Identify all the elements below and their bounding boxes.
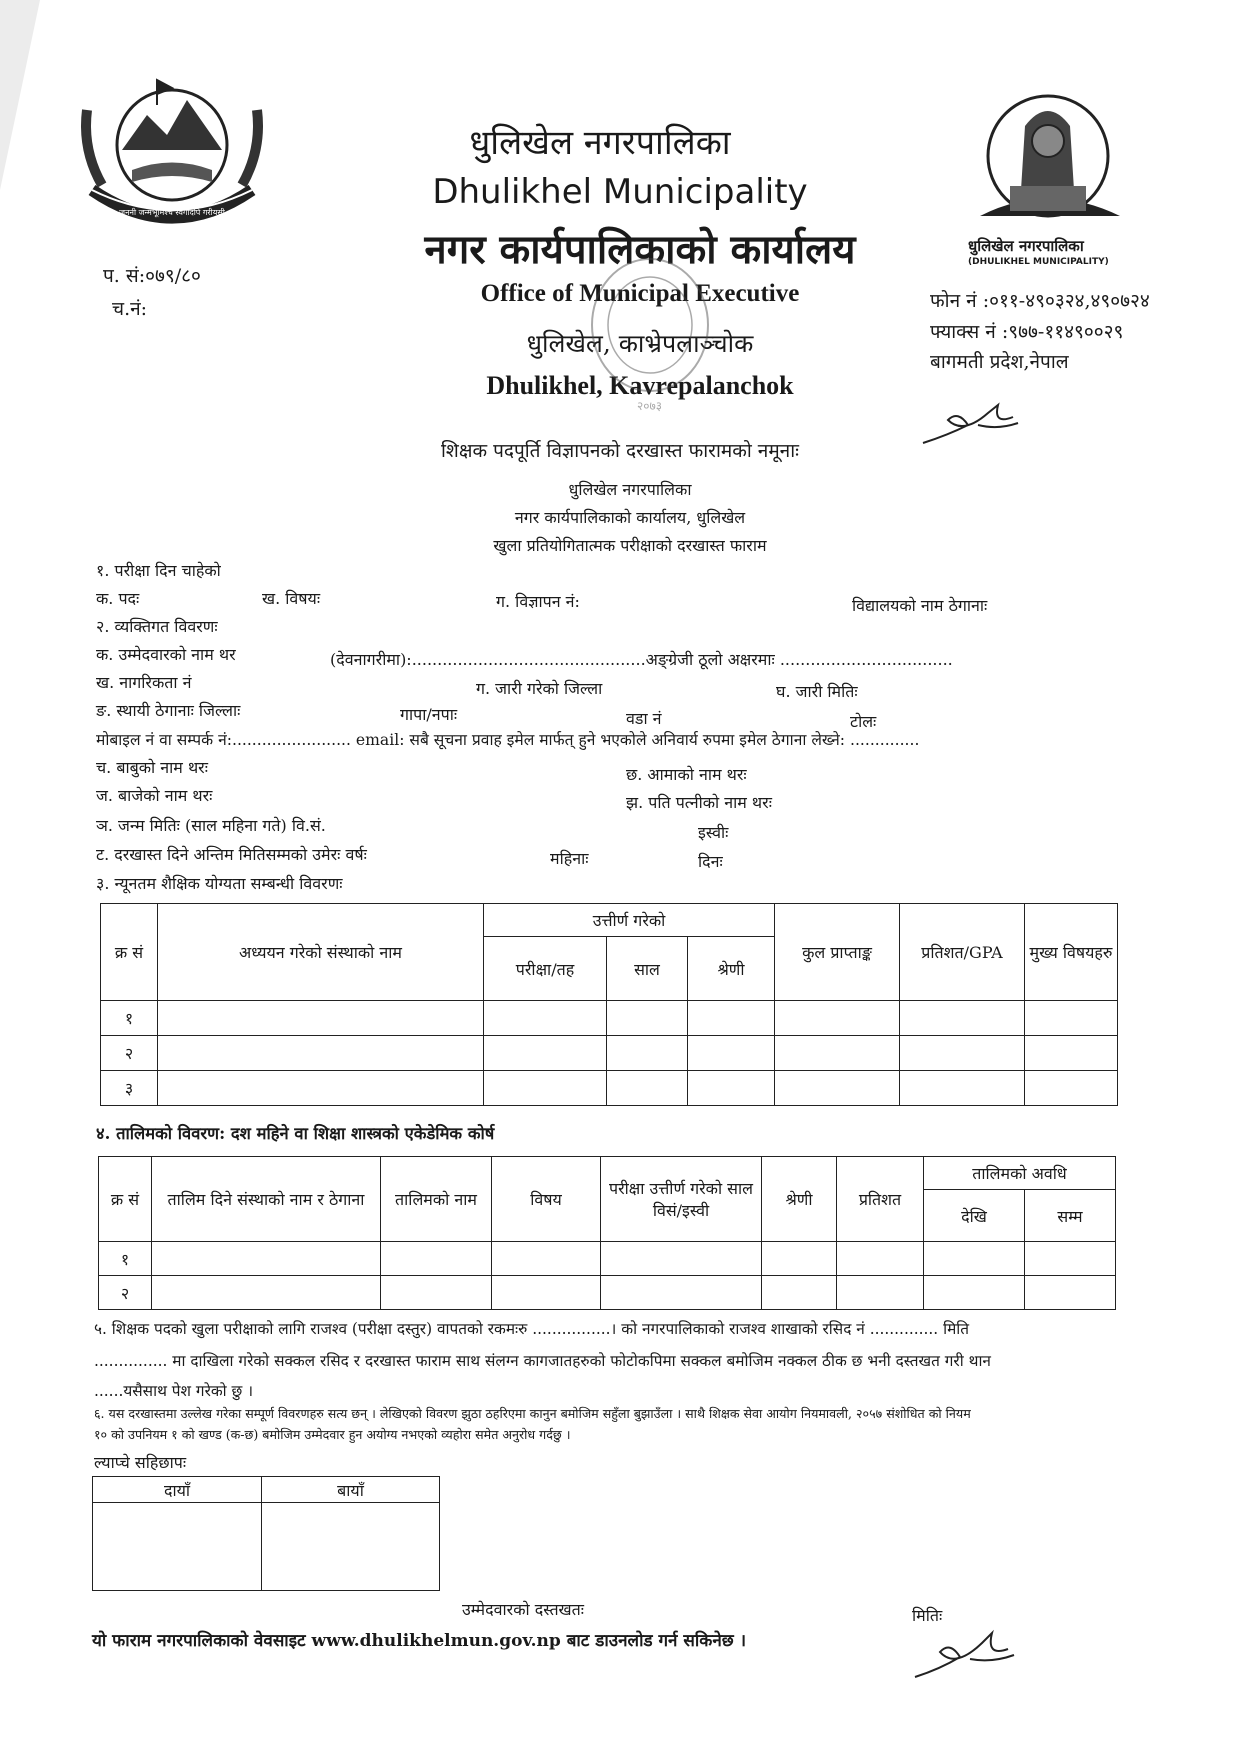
- school-label: विद्यालयको नाम ठेगानाः: [852, 596, 988, 615]
- dob-ad-label: इस्वीः: [698, 823, 729, 842]
- train-col-div: श्रेणी: [762, 1157, 837, 1242]
- stamp-year: २०७३: [637, 399, 662, 413]
- dispatch-number: च.नं:: [112, 298, 148, 320]
- signature-bottom: [910, 1625, 1020, 1685]
- ref-number: प. सं:०७९/८०: [103, 265, 201, 287]
- father-label: च. बाबुको नाम थरः: [96, 758, 208, 777]
- dob-label: ञ. जन्म मितिः (साल महिना गते) वि.सं.: [96, 816, 326, 835]
- train-row-sn: २: [99, 1276, 152, 1310]
- spouse-label: झ. पति पत्नीको नाम थरः: [626, 793, 772, 812]
- months-label: महिनाः: [550, 849, 589, 868]
- municipality-label: गापा/नपाः: [400, 705, 458, 724]
- name-devanagari-line: (देवनागरीमा):..............................................अङ्ग्रेजी ठूलो अक्षरमाः ..................................: [330, 650, 953, 669]
- edu-col-total: कुल प्राप्ताङ्क: [775, 904, 900, 1001]
- thumbprint-label: ल्याप्चे सहिछापः: [94, 1453, 187, 1472]
- post-field-label: क. पदः: [96, 589, 140, 608]
- train-col-to: सम्म: [1025, 1190, 1116, 1242]
- tole-label: टोलः: [850, 712, 877, 731]
- table-row: [101, 1036, 1118, 1071]
- age-label: ट. दरखास्त दिने अन्तिम मितिसम्मको उमेरः वर्षः: [96, 845, 367, 864]
- advert-no-label: ग. विज्ञापन नं:: [496, 592, 580, 611]
- section-2-label: २. व्यक्तिगत विवरणः: [96, 617, 218, 636]
- edu-col-year: साल: [607, 937, 688, 1001]
- edu-col-div: श्रेणी: [688, 937, 775, 1001]
- signature-top: [918, 395, 1028, 450]
- grandfather-label: ज. बाजेको नाम थरः: [96, 786, 213, 805]
- train-col-subject: विषय: [492, 1157, 601, 1242]
- date-label: मितिः: [912, 1606, 943, 1625]
- office-title-en: Office of Municipal Executive: [480, 280, 800, 307]
- edu-row-sn: ३: [101, 1071, 158, 1106]
- para-5-line-3: ......यसैसाथ पेश गरेको छु ।: [94, 1382, 254, 1400]
- ward-label: वडा नं: [626, 709, 662, 728]
- edu-col-level: परीक्षा/तह: [484, 937, 607, 1001]
- perm-address-label: ङ. स्थायी ठेगानाः जिल्लाः: [96, 701, 241, 720]
- table-row: [101, 1071, 1118, 1106]
- form-heading-2: धुलिखेल नगरपालिका: [568, 480, 692, 499]
- para-6-line-2: १० को उपनियम १ को खण्ड (क-छ) बमोजिम उम्मेदवार हुन अयोग्य नभएको व्यहोरा समेत अनुरोध गर्दछु ।: [94, 1427, 571, 1442]
- edu-col-pct: प्रतिशत/GPA: [900, 904, 1025, 1001]
- office-stamp: [585, 255, 715, 413]
- para-6-line-1: ६. यस दरखास्तमा उल्लेख गरेका सम्पूर्ण विवरणहरु सत्य छन् । लेखिएको विवरण झुठा ठहरिएमा कानुन बमोजिम सहुँला बुझाउँला । साथै शिक्षक सेवा आयोग नियमावली, २०५७ संशोधित को नियम: [94, 1406, 971, 1421]
- address-en: Dhulikhel, Kavrepalanchok: [486, 371, 794, 400]
- issued-date-label: घ. जारी मितिः: [776, 682, 858, 701]
- para-5-line-2: ............... मा दाखिला गरेको सक्कल रसिद र दरखास्त फाराम साथ संलग्न कागजातहरुको फोटोकपिमा सक्कल बमोजिम नक्कल ठीक छ भनी दस्तखत गरी थान: [94, 1352, 991, 1370]
- days-label: दिनः: [698, 852, 723, 871]
- train-col-sn: क्र सं: [99, 1157, 152, 1242]
- candidate-signature-label: उम्मेदवारको दस्तखतः: [462, 1600, 584, 1619]
- title-np: धुलिखेल नगरपालिका: [469, 123, 731, 163]
- train-col-pct: प्रतिशत: [837, 1157, 924, 1242]
- thumbprint-table: [92, 1476, 440, 1591]
- table-row: [99, 1276, 1116, 1310]
- table-row: [101, 1001, 1118, 1036]
- issued-district-label: ग. जारी गरेको जिल्ला: [476, 679, 603, 698]
- edu-row-sn: १: [101, 1001, 158, 1036]
- citizenship-label: ख. नागरिकता नं: [96, 673, 192, 692]
- edu-col-main: मुख्य विषयहरु: [1025, 904, 1118, 1001]
- emblem-caption: जननी जन्मभूमिश्च स्वर्गादपि गरीयसी: [119, 208, 225, 217]
- train-col-name: तालिमको नाम: [381, 1157, 492, 1242]
- thumb-right-label: दायाँ: [93, 1477, 262, 1503]
- edu-row-sn: २: [101, 1036, 158, 1071]
- edu-col-inst: अध्ययन गरेको संस्थाको नाम: [158, 904, 484, 1001]
- nepal-emblem-logo: [72, 70, 272, 230]
- logo-caption-np: धुलिखेल नगरपालिका: [968, 237, 1084, 255]
- train-col-year: परीक्षा उत्तीर्ण गरेको साल विसं/इस्वी: [601, 1157, 762, 1242]
- province: बागमती प्रदेश,नेपाल: [930, 351, 1069, 373]
- section-1-label: १. परीक्षा दिन चाहेको: [96, 561, 221, 580]
- para-5-line-1: ५. शिक्षक पदको खुला परीक्षाको लागि राजश्व (परीक्षा दस्तुर) वापतको रकमःरु ................। को नगरपालिकाको राजश्व शाखाको रसिद नं .............. मिति: [94, 1320, 970, 1338]
- mother-label: छ. आमाको नाम थरः: [626, 765, 747, 784]
- train-col-duration: तालिमको अवधि: [924, 1157, 1116, 1190]
- train-col-from: देखि: [924, 1190, 1025, 1242]
- title-en: Dhulikhel Municipality: [432, 172, 808, 212]
- training-table: [98, 1156, 1116, 1310]
- thumb-left-box: [262, 1503, 440, 1591]
- mobile-email-line: मोबाइल नं वा सम्पर्क नं:........................ email: सबै सूचना प्रवाह इमेल मार्फत् हुने भएकोले अनिवार्य रुपमा इमेल ठेगाना लेख्ने: ..............: [96, 731, 920, 749]
- municipality-logo: [970, 86, 1130, 236]
- address-np: धुलिखेल, काभ्रेपलाञ्चोक: [526, 329, 754, 358]
- form-heading-4: खुला प्रतियोगितात्मक परीक्षाको दरखास्त फाराम: [493, 536, 767, 555]
- thumb-right-box: [93, 1503, 262, 1591]
- form-heading-3: नगर कार्यपालिकाको कार्यालय, धुलिखेल: [514, 508, 746, 527]
- edu-col-passed: उत्तीर्ण गरेको: [484, 904, 775, 937]
- form-heading-1: शिक्षक पदपूर्ति विज्ञापनको दरखास्त फारामको नमूनाः: [440, 440, 799, 462]
- edu-col-sn: क्र सं: [101, 904, 158, 1001]
- section-4-label: ४. तालिमको विवरण: दश महिने वा शिक्षा शास्त्रको एकेडेमिक कोर्ष: [96, 1124, 495, 1143]
- section-3-label: ३. न्यूनतम शैक्षिक योग्यता सम्बन्धी विवरणः: [96, 874, 343, 893]
- education-table: [100, 903, 1118, 1106]
- train-col-inst: तालिम दिने संस्थाको नाम र ठेगाना: [152, 1157, 381, 1242]
- fax-number: फ्याक्स नं :९७७-११४९००२९: [930, 321, 1124, 343]
- phone-number: फोन नं :०११-४९०३२४,४९०७२४: [930, 290, 1150, 312]
- thumb-left-label: बायाँ: [262, 1477, 440, 1503]
- scan-corner-shadow: [0, 0, 40, 190]
- name-label: क. उम्मेदवारको नाम थर: [96, 645, 236, 664]
- train-row-sn: १: [99, 1242, 152, 1276]
- subject-field-label: ख. विषयः: [262, 589, 321, 608]
- footer-note: यो फाराम नगरपालिकाको वेवसाइट www.dhulikhelmun.gov.np बाट डाउनलोड गर्न सकिनेछ ।: [92, 1631, 747, 1651]
- logo-caption-en: (DHULIKHEL MUNICIPALITY): [968, 257, 1109, 267]
- office-title-np: नगर कार्यपालिकाको कार्यालय: [424, 226, 856, 273]
- table-row: [99, 1242, 1116, 1276]
